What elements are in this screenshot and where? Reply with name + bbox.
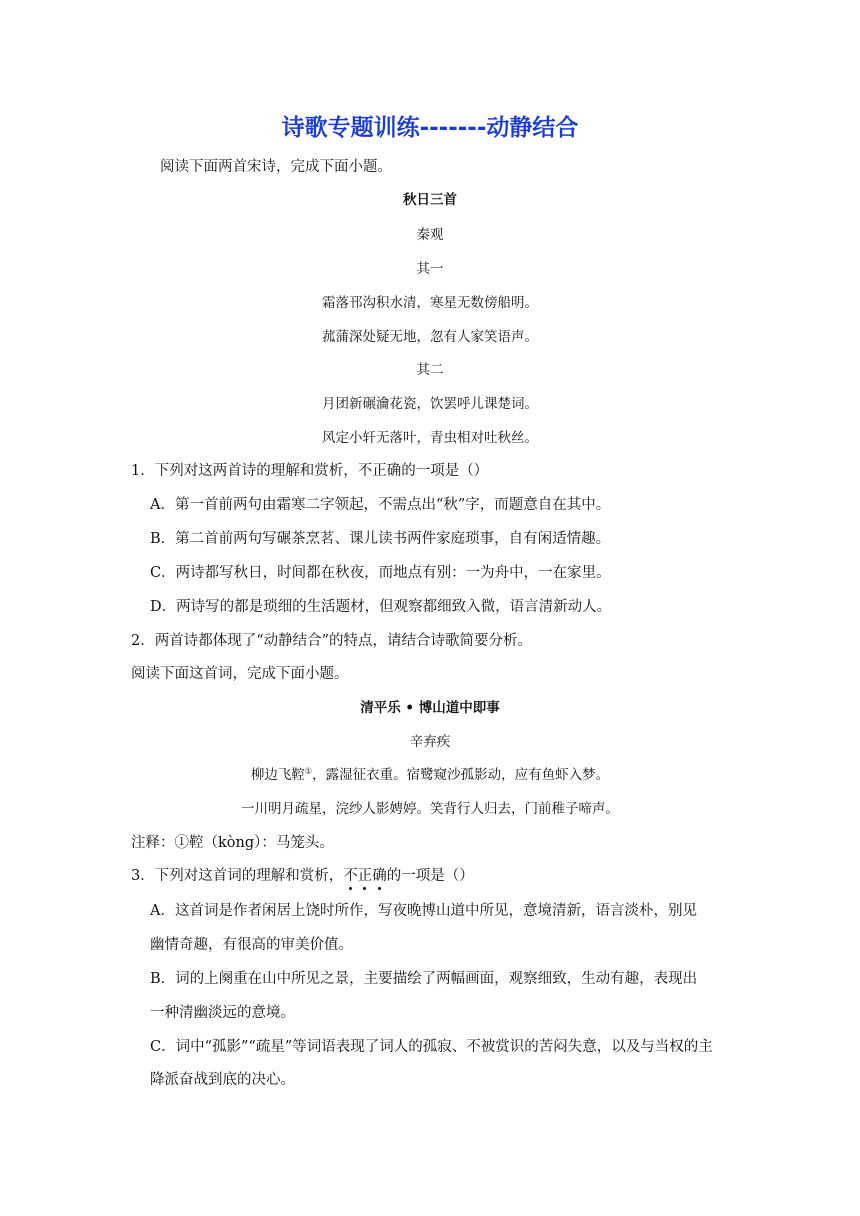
poem2-line1-part-b: ，露湿征衣重。宿鹭窥沙孤影动，应有鱼虾入梦。 xyxy=(312,767,610,783)
question-3-stem-prefix: 3．下列对这首词的理解和赏析， xyxy=(131,868,344,884)
poem1-part2-label: 其二 xyxy=(416,362,444,378)
poem2-author: 辛弃疾 xyxy=(409,734,451,750)
question-3-option-b-line1: B．词的上阕重在山中所见之景，主要描绘了两幅画面，观察细致，生动有趣，表现出 xyxy=(150,971,698,987)
question-1-option-c: C．两诗都写秋日，时间都在秋夜，而地点有别：一为舟中，一在家里。 xyxy=(150,565,611,581)
poem1-part2-line2: 风定小轩无落叶，青虫相对吐秋丝。 xyxy=(322,430,538,446)
poem1-title: 秋日三首 xyxy=(403,192,457,208)
emphasis-char-2: 正 xyxy=(357,868,373,884)
poem2-line1-part-a: 柳边飞鞚 xyxy=(250,767,305,783)
poem2-line2: 一川明月疏星，浣纱人影娉婷。笑背行人归去，门前稚子啼声。 xyxy=(241,801,619,817)
question-1-stem: 1．下列对这两首诗的理解和赏析，不正确的一项是（） xyxy=(131,463,489,479)
reading-instruction-2: 阅读下面这首词，完成下面小题。 xyxy=(131,666,349,682)
poem1-part1-label: 其一 xyxy=(416,261,444,277)
question-1-option-b: B．第二首前两句写碾茶烹茗、课儿读书两件家庭琐事，自有闲适情趣。 xyxy=(150,531,611,547)
question-3-option-a-line2: 幽情奇趣，有很高的审美价值。 xyxy=(150,937,353,953)
poem1-part2-line1: 月团新碾瀹花瓷，饮罢呼儿课楚词。 xyxy=(322,396,538,412)
question-3-option-c-line2: 降派奋战到底的决心。 xyxy=(150,1072,295,1088)
question-1-option-a: A．第一首前两句由霜寒二字领起，不需点出“秋”字，而题意自在其中。 xyxy=(150,497,611,513)
emphasis-char-3: 确 xyxy=(372,868,387,884)
poem1-part1-line2: 菰蒲深处疑无地，忽有人家笑语声。 xyxy=(322,329,538,345)
poem1-part1-line1: 霜落邗沟积水清，寒星无数傍船明。 xyxy=(322,295,538,311)
question-3-option-a-line1: A．这首词是作者闲居上饶时所作，写夜晚博山道中所见，意境清新，语言淡朴，别见 xyxy=(150,903,697,919)
question-3-option-b-line2: 一种清幽淡远的意境。 xyxy=(150,1005,295,1021)
footnote: 注释：①鞚（kòng）：马笼头。 xyxy=(131,835,334,851)
question-3-option-c-line1: C．词中“孤影”“疏星”等词语表现了词人的孤寂、不被赏识的苦闷失意，以及与当权的主 xyxy=(150,1039,713,1055)
page-title: 诗歌专题训练-------动静结合 xyxy=(281,115,579,141)
question-3-stem-suffix: 的一项是（） xyxy=(386,868,474,884)
reading-instruction-1: 阅读下面两首宋诗，完成下面小题。 xyxy=(160,159,392,175)
question-1-option-d: D．两诗写的都是琐细的生活题材，但观察都细致入微，语言清新动人。 xyxy=(150,599,612,615)
footnote-marker: ① xyxy=(304,766,313,776)
poem2-line1 xyxy=(0,765,860,785)
question-3-stem xyxy=(131,866,474,886)
poem1-author: 秦观 xyxy=(416,227,444,243)
poem2-title: 清平乐 • 博山道中即事 xyxy=(360,700,500,716)
emphasis-char-1: 不 xyxy=(343,868,358,884)
question-2-stem: 2．两首诗都体现了“动静结合”的特点，请结合诗歌简要分析。 xyxy=(131,633,533,649)
